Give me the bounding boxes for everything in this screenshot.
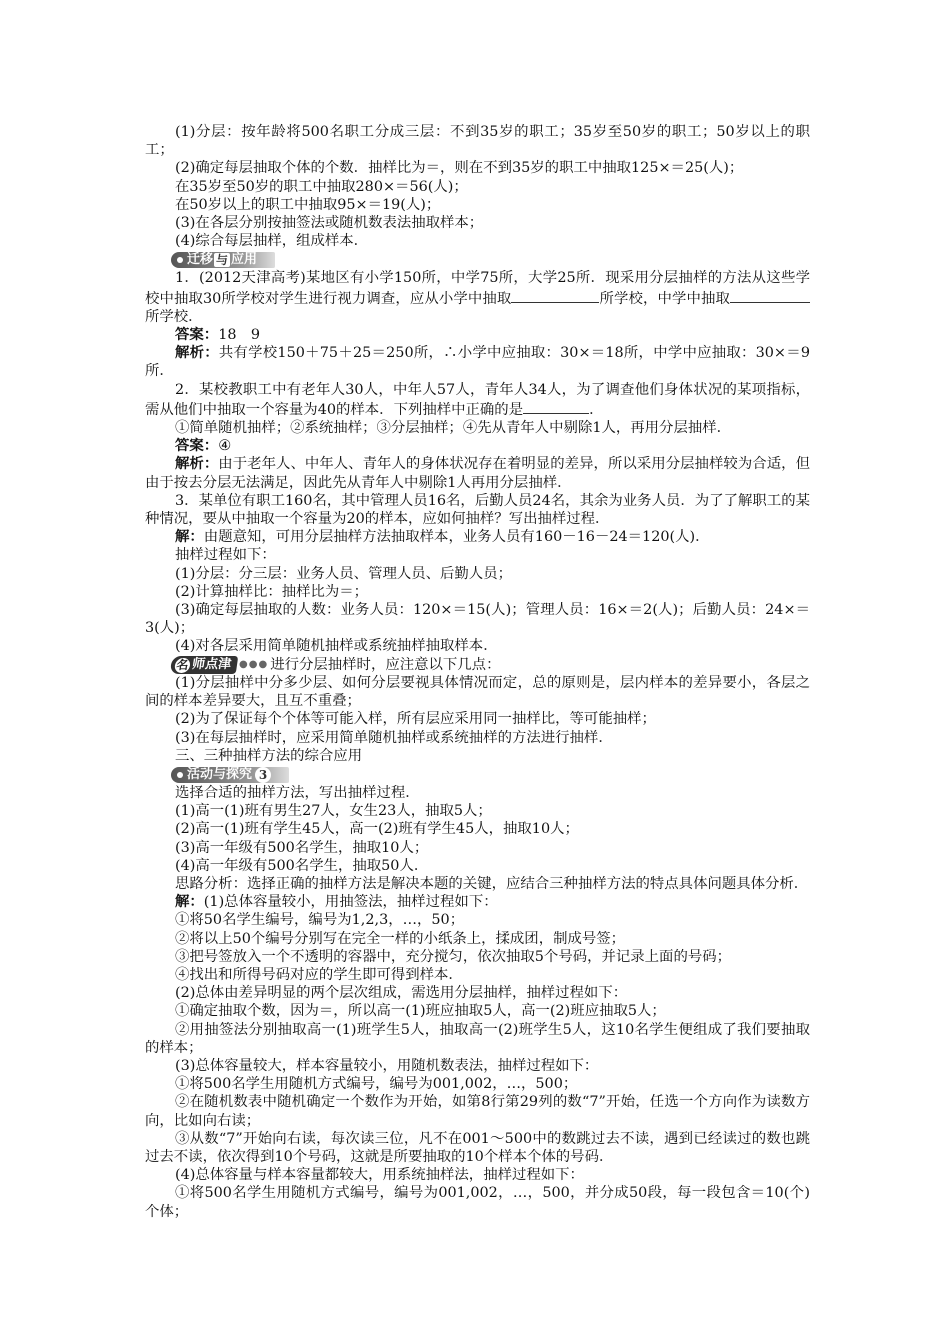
question-1 <box>145 269 810 326</box>
paragraph: (1)分层：按年龄将500名职工分成三层：不到35岁的职工；35岁至50岁的职工；50岁以上的职工； <box>145 124 810 159</box>
solution-step: ②用抽签法分别抽取高一(1)班学生5人，抽取高一(2)班学生5人，这10名学生便组成了我们要抽取的样本； <box>145 1021 810 1056</box>
answer-blank <box>523 399 589 414</box>
solution-step: (1)分层：分三层：业务人员、管理人员、后勤人员； <box>175 565 512 582</box>
activity-analysis: 思路分析：选择正确的抽样方法是解决本题的关键，应结合三种抽样方法的特点具体问题具体分析． <box>175 876 809 893</box>
teacher-tip-intro: 进行分层抽样时，应注意以下几点： <box>270 656 501 673</box>
answer-line <box>145 437 810 455</box>
banner-text: 应用 <box>231 252 258 268</box>
solution-step: ③从数“7”开始向右读，每次读三位，凡不在001～500中的数跳过去不读，遇到已经读过的数也跳过去不读，依次得到10个号码，这就是所要抽取的10个样本个体的号码． <box>145 1130 810 1166</box>
bullet-icon <box>177 772 183 778</box>
solution-step: ①将500名学生用随机方式编号，编号为001,002，…，500； <box>175 1076 578 1093</box>
tip-point: (3)在每层抽样时，应采用简单随机抽样或系统抽样的方法进行抽样． <box>175 729 613 746</box>
solution-text: (1)总体容量较小，用抽签法，抽样过程如下： <box>203 894 498 911</box>
solution-step: ①将50名学生编号，编号为1,2,3，…，50； <box>175 912 465 929</box>
answer-label: 答案： <box>175 437 219 455</box>
banner-transfer-application <box>171 251 275 269</box>
answer-label: 答案： <box>175 326 219 344</box>
question-text: 所学校，中学中抽取 <box>599 290 730 307</box>
banner-number: 3 <box>255 767 271 783</box>
question-text: ． <box>589 401 604 418</box>
question-3: 3．某单位有职工160名，其中管理人员16名，后勤人员24名，其余为业务人员．为了了解职工的某种情况，要从中抽取一个容量为20的样本，应如何抽样？写出抽样过程． <box>145 492 810 528</box>
banner-box: 与 <box>216 253 229 268</box>
solution-step: (4)总体容量与样本容量都较大，用系统抽样法，抽样过程如下： <box>175 1167 584 1184</box>
answer-value: ④ <box>218 438 232 455</box>
section-title: 三、三种抽样方法的综合应用 <box>175 747 363 764</box>
solution-step: (3)总体容量较大，样本容量较小，用随机数表法，抽样过程如下： <box>175 1058 599 1075</box>
teacher-tip-logo <box>171 656 270 674</box>
paragraph: 在35岁至50岁的职工中抽取280×＝56(人)； <box>175 178 468 195</box>
analysis-label: 解析： <box>175 344 219 362</box>
solution-step: ①将500名学生用随机方式编号，编号为001,002，…，500，并分成50段，每一段包含＝10(个)个体； <box>145 1185 810 1220</box>
solution-step: ②将以上50个编号分别写在完全一样的小纸条上，揉成团，制成号签； <box>175 930 626 947</box>
activity-item: (1)高一(1)班有男生27人，女生23人，抽取5人； <box>175 803 492 820</box>
teacher-logo-badge <box>170 656 239 674</box>
answer-value: 18 9 <box>218 327 261 344</box>
banner-text: 迁移 <box>187 252 214 268</box>
tip-point: (2)为了保证每个个体等可能入样，所有层应采用同一抽样比，等可能抽样； <box>175 711 656 728</box>
document-page <box>145 123 810 1221</box>
solution-step: 抽样过程如下： <box>175 547 276 564</box>
question-text: 2．某校教职工中有老年人30人，中年人57人，青年人34人，为了调查他们身体状况的某项指标，需从他们中抽取一个容量为40的样本．下列抽样中正确的是 <box>145 381 810 418</box>
paragraph: (3)在各层分别按抽签法或随机数表法抽取样本； <box>175 215 484 232</box>
question-text: 1．(2012天津高考)某地区有小学150所，中学75所，大学25所．现采用分层抽样的方法从这些学校中抽取30所学校对学生进行视力调查，应从小学中抽取 <box>145 270 810 307</box>
answer-line <box>145 326 810 344</box>
dots-icon: ●●● <box>239 658 269 670</box>
solution-label: 解： <box>175 528 204 546</box>
activity-item: (4)高一年级有500名学生，抽取50人． <box>175 857 429 874</box>
analysis-line <box>145 455 810 491</box>
answer-blank <box>730 288 810 303</box>
question-2 <box>145 381 810 419</box>
solution-line <box>145 528 810 546</box>
teacher-tip-line <box>145 656 810 674</box>
question-text: 所学校． <box>145 308 203 325</box>
solution-line <box>145 893 810 911</box>
solution-step: (2)计算抽样比：抽样比为＝； <box>175 583 369 600</box>
paragraph: (4)综合每层抽样，组成样本． <box>175 233 369 250</box>
solution-step: (4)对各层采用简单随机抽样或系统抽样抽取样本． <box>175 638 498 655</box>
analysis-label: 解析： <box>175 455 219 473</box>
options-line: ①简单随机抽样；②系统抽样；③分层抽样；④先从青年人中剔除1人，再用分层抽样． <box>175 420 732 437</box>
answer-blank <box>511 288 599 303</box>
solution-step: ③把号签放入一个不透明的容器中，充分搅匀，依次抽取5个号码，并记录上面的号码； <box>175 948 732 965</box>
activity-prompt: 选择合适的抽样方法，写出抽样过程． <box>175 785 420 802</box>
paragraph: 在50岁以上的职工中抽取95×＝19(人)； <box>175 196 441 213</box>
paragraph: (2)确定每层抽取个体的个数．抽样比为＝，则在不到35岁的职工中抽取125×＝25(人)； <box>175 160 744 177</box>
solution-step: (3)确定每层抽取的人数：业务人员：120×＝15(人)；管理人员：16×＝2(人)；后勤人员：24×＝3(人)； <box>145 602 810 637</box>
solution-text: 由题意知，可用分层抽样方法抽取样本，业务人员有160－16－24＝120(人)． <box>203 529 710 546</box>
analysis-text: 共有学校150＋75＋25＝250所，∴小学中应抽取：30×＝18所，中学中应抽取：30×＝9所． <box>145 345 810 380</box>
teacher-logo-char: 名 <box>175 657 190 672</box>
banner-text: 活动与探究 <box>187 766 253 782</box>
teacher-logo-text: 师点津 <box>191 656 233 672</box>
banner-pill <box>171 252 275 268</box>
solution-step: (2)总体由差异明显的两个层次组成，需选用分层抽样，抽样过程如下： <box>175 985 628 1002</box>
bullet-icon <box>177 257 183 263</box>
analysis-line <box>145 344 810 380</box>
activity-item: (3)高一年级有500名学生，抽取10人； <box>175 839 429 856</box>
tip-point: (1)分层抽样中分多少层、如何分层要视具体情况而定，总的原则是，层内样本的差异要小，各层之间的样本差异要大，且互不重叠； <box>145 675 810 710</box>
solution-step: ①确定抽取个数，因为＝，所以高一(1)班应抽取5人，高一(2)班应抽取5人； <box>175 1003 666 1020</box>
banner-pill <box>171 767 289 783</box>
solution-step: ④找出和所得号码对应的学生即可得到样本． <box>175 967 463 984</box>
banner-activity-explore <box>171 766 289 784</box>
solution-step: ②在随机数表中随机确定一个数作为开始，如第8行第29列的数“7”开始，任选一个方向作为读数方向，比如向右读； <box>145 1094 810 1129</box>
analysis-text: 由于老年人、中年人、青年人的身体状况存在着明显的差异，所以采用分层抽样较为合适，但由于按去分层无法满足，因此先从青年人中剔除1人再用分层抽样． <box>145 456 810 491</box>
solution-label: 解： <box>175 893 204 911</box>
activity-item: (2)高一(1)班有学生45人，高一(2)班有学生45人，抽取10人； <box>175 821 579 838</box>
